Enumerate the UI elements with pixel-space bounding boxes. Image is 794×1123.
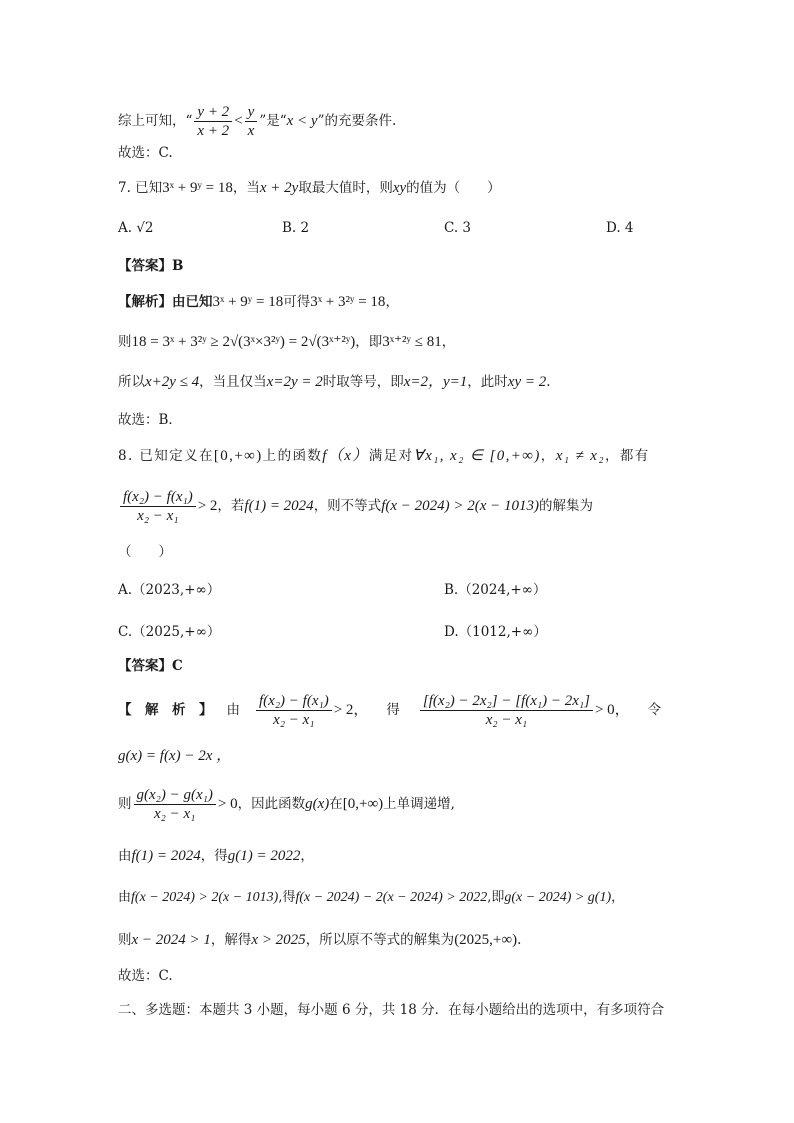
- expression: xy: [392, 180, 407, 196]
- q7-solution-line2: 则18 = 3ˣ + 3²ʸ ≥ 2√(3ˣ×3²ʸ) = 2√(3ˣ⁺²ʸ)，即3ˣ⁺²ʸ ≤ 81，: [118, 334, 456, 350]
- q8-solution-line4: [118, 846, 314, 866]
- text: 得: [386, 702, 400, 718]
- denominator: x: [247, 123, 255, 139]
- function: g(x): [305, 796, 330, 812]
- condition: x < y: [286, 113, 318, 129]
- interval: [0,+∞): [342, 796, 384, 812]
- inequality: > 2，: [333, 702, 369, 718]
- equation: 3ˣ⁺²ʸ ≤ 81: [382, 334, 442, 350]
- text: ，因此函数: [237, 796, 306, 812]
- numerator: y: [245, 103, 258, 122]
- q7-choose: 故选：B．: [118, 412, 182, 428]
- text: .: [517, 932, 522, 948]
- q8-solution-line3: [118, 782, 455, 826]
- text: ，: [540, 448, 556, 464]
- text: ，即: [355, 334, 383, 350]
- q8-choose: 故选：C.: [118, 968, 173, 984]
- q7-answer: 【答案】B: [118, 258, 184, 274]
- inequality: f(x − 2024) > 2(x − 1013): [131, 890, 279, 905]
- q8-stem-line2: [118, 484, 593, 528]
- text: ,即: [487, 890, 505, 905]
- text: ”是“: [259, 113, 287, 129]
- text: 可得: [283, 294, 311, 310]
- q7-option-c: C. 3: [444, 220, 472, 236]
- equation: f(1) = 2024: [244, 498, 314, 514]
- text: 7. 已知: [118, 180, 163, 196]
- inequality: f(x − 2024) > 2(x − 1013): [381, 498, 540, 514]
- fraction: [120, 488, 196, 525]
- q8-answer: 【答案】C: [118, 658, 183, 674]
- q7-solution-line3: 所以x+2y ≤ 4，当且仅当x=2y = 2时取等号，即x=2，y=1，此时xy = 2.: [118, 374, 551, 390]
- q7-stem: [118, 178, 501, 198]
- q7-option-a: A. √2: [118, 220, 154, 236]
- interval: [0,+∞): [213, 448, 263, 464]
- denominator: x₂ − x₁: [137, 508, 179, 524]
- inequality: > 2: [197, 498, 218, 514]
- text: ”的充要条件.: [317, 113, 397, 129]
- q8-option-a: A.（2023,+∞）: [118, 582, 221, 598]
- text: ，当: [232, 180, 260, 196]
- inequality: f(x − 2024) − 2(x − 2024) > 2022: [295, 890, 488, 905]
- q8-paren: （ ）: [118, 544, 172, 560]
- text: 所以: [118, 374, 145, 390]
- section-2-heading: 二、多选题：本题共 3 小题，每小题 6 分，共 18 分．在每小题给出的选项中，有多项符合: [118, 1002, 665, 1018]
- text: ，: [300, 848, 314, 864]
- text: 由: [226, 702, 240, 718]
- text: ，此时: [467, 374, 508, 390]
- q8-solution-line6: [118, 930, 521, 950]
- text: 则: [118, 334, 132, 350]
- q8-option-b: B.（2024,+∞）: [444, 582, 547, 598]
- inequality: > 0，: [594, 702, 630, 718]
- prev-choose: 故选：C.: [118, 145, 173, 161]
- equation: x+2y ≤ 4: [145, 374, 200, 390]
- denominator: x + 2: [197, 123, 230, 139]
- text: 【 解 析 】: [118, 702, 213, 718]
- denominator: x₂ − x₁: [273, 712, 315, 728]
- text: 由: [118, 890, 132, 905]
- text: 则: [118, 796, 132, 812]
- text: ，得: [200, 848, 228, 864]
- interval: (2025,+∞): [454, 932, 518, 948]
- numerator: y + 2: [194, 103, 232, 122]
- inequality: x − 2024 > 1: [131, 932, 211, 948]
- text: 【解析】由已知: [118, 294, 213, 310]
- denominator: x₂ − x₁: [485, 712, 528, 728]
- less-than: <: [234, 113, 243, 129]
- condition: x₁ ≠ x₂: [555, 448, 605, 464]
- q8-gdef: g(x) = f(x) − 2x ，: [118, 748, 232, 764]
- text: 取最大值时，则: [298, 180, 393, 196]
- expression: x + 2y: [259, 180, 299, 196]
- text: 上单调递增,: [383, 796, 455, 812]
- q7-option-d: D. 4: [606, 220, 634, 236]
- text: 综上可知，“: [118, 113, 193, 129]
- q7-solution-line1: 【解析】由已知3ˣ + 9ʸ = 18可得3ˣ + 3²ʸ = 18，: [118, 294, 399, 310]
- text: 在: [329, 796, 343, 812]
- text: 令: [647, 702, 662, 718]
- text: 时取等号，即: [322, 374, 404, 390]
- equation: 3ˣ + 9ʸ = 18: [162, 180, 233, 196]
- function: f（x）: [322, 448, 369, 464]
- text: 的解集为: [539, 498, 594, 514]
- text: ，都有: [604, 448, 650, 464]
- equation: x=2y = 2: [266, 374, 323, 390]
- text: ，当且仅当: [199, 374, 267, 390]
- inequality: g(x − 2024) > g(1): [504, 890, 612, 905]
- fraction: [194, 103, 232, 140]
- equation: 18 = 3ˣ + 3²ʸ ≥ 2√(3ˣ×3²ʸ) = 2√(3ˣ⁺²ʸ): [131, 334, 356, 350]
- text: 的值为（ ）: [406, 180, 501, 196]
- equation: xy = 2: [507, 374, 547, 390]
- q8-stem-line1: [118, 446, 650, 466]
- inequality: > 0: [217, 796, 238, 812]
- equation: g(1) = 2022: [227, 848, 301, 864]
- equation: 3ˣ + 9ʸ = 18: [212, 294, 284, 310]
- equation: 3ˣ + 3²ʸ = 18: [310, 294, 386, 310]
- inequality: x > 2025: [251, 932, 306, 948]
- q8-option-c: C.（2025,+∞）: [118, 624, 221, 640]
- denominator: x₂ − x₁: [153, 806, 196, 822]
- text: 则: [118, 932, 132, 948]
- text: ，: [611, 890, 625, 905]
- numerator: f(x₂) − f(x₁): [120, 488, 196, 507]
- q7-option-b: B. 2: [282, 220, 310, 236]
- text: ,得: [278, 890, 296, 905]
- fraction: [134, 786, 216, 823]
- q8-solution-line5: [118, 888, 624, 908]
- numerator: f(x₂) − f(x₁): [256, 692, 332, 711]
- equation: f(1) = 2024: [131, 848, 201, 864]
- q8-option-d: D.（1012,+∞）: [444, 624, 547, 640]
- text: 上的函数: [262, 448, 323, 464]
- text: 由: [118, 848, 132, 864]
- quantifier: ∀x₁, x₂ ∈ [0,+∞): [413, 448, 541, 464]
- text: ，所以原不等式的解集为: [305, 932, 455, 948]
- fraction: [256, 692, 332, 729]
- numerator: g(x₂) − g(x₁): [134, 786, 216, 805]
- text: 满足对: [368, 448, 414, 464]
- text: ，解得: [210, 932, 252, 948]
- fraction: [420, 692, 593, 729]
- text: 8. 已知定义在: [118, 448, 214, 464]
- equation: x=2，y=1: [403, 374, 468, 390]
- numerator: [f(x₂) − 2x₂] − [f(x₁) − 2x₁]: [420, 692, 593, 711]
- text: ，则不等式: [313, 498, 382, 514]
- fraction: [245, 103, 258, 140]
- prev-conclusion: [118, 100, 396, 142]
- text: ，若: [217, 498, 245, 514]
- q8-solution-line1: [118, 688, 661, 732]
